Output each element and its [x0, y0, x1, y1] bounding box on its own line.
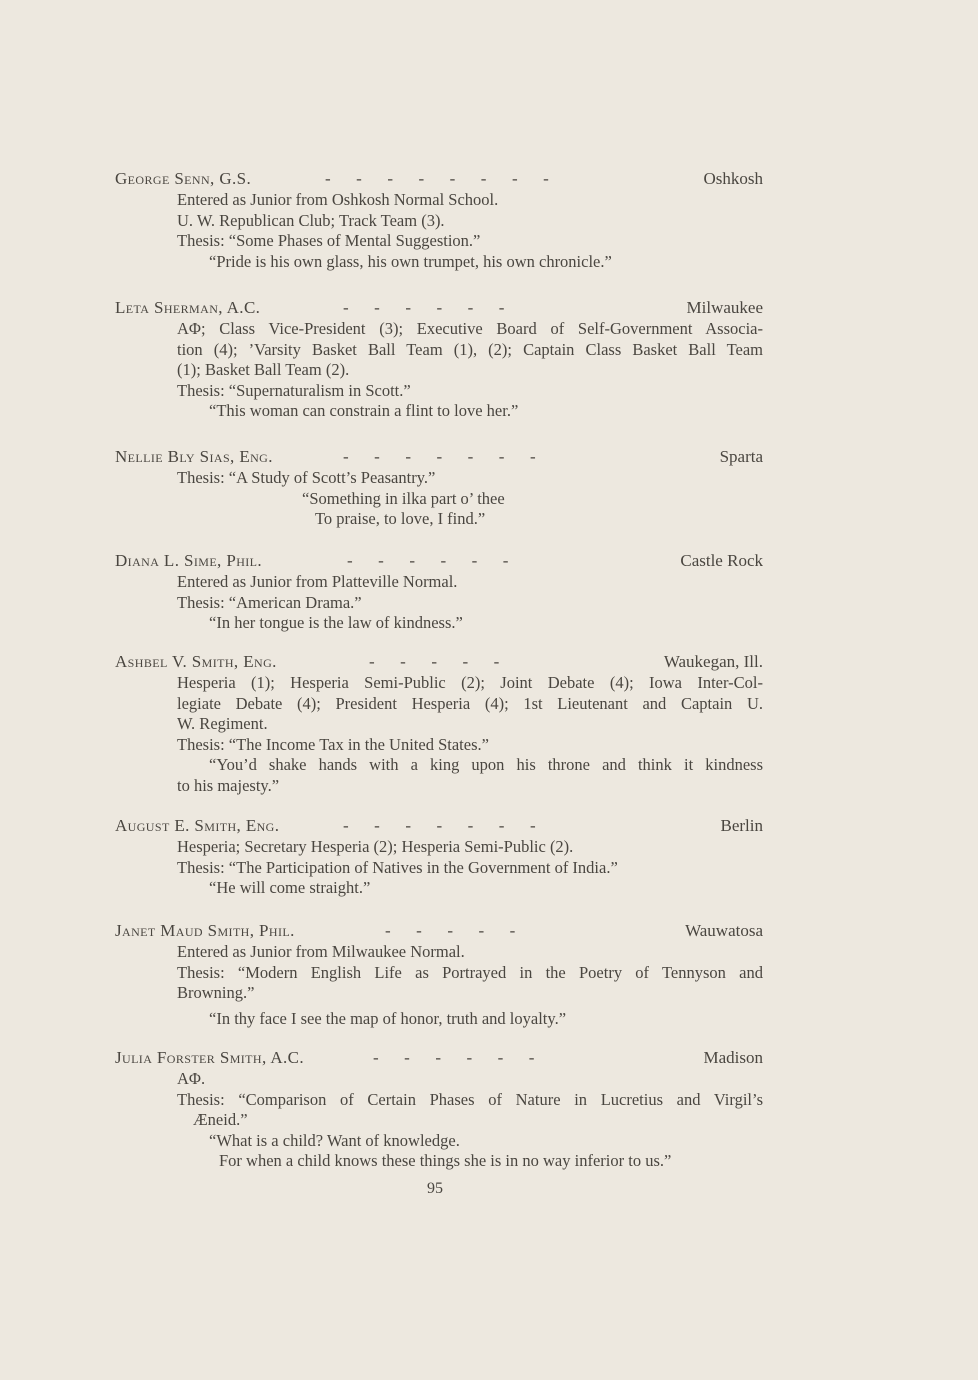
entry-line: Hesperia; Secretary Hesperia (2); Hesperia Semi-Public (2). — [177, 837, 574, 856]
quotation-line: “What is a child? Want of knowledge. — [209, 1130, 460, 1150]
entry-line: Thesis: “Some Phases of Mental Suggestion.” — [177, 231, 481, 250]
entry-line: Thesis: “Comparison of Certain Phases of Nature in Lucretius and Virgil’s — [177, 1089, 763, 1109]
entry-heading — [115, 651, 763, 673]
entry-diana-sime — [115, 550, 763, 634]
entry-line: AΦ; Class Vice-President (3); Executive Board of Self-Government Associa- — [177, 319, 763, 338]
entry-heading — [115, 168, 763, 190]
entry-heading — [115, 815, 763, 837]
hometown: Berlin — [720, 816, 763, 835]
entry-line: Entered as Junior from Oshkosh Normal School. — [177, 190, 499, 209]
leader-dashes: - - - - - - — [343, 298, 505, 317]
quotation-line: “Pride is his own glass, his own trumpet, his own chronicle.” — [209, 251, 612, 271]
entry-line: Thesis: “The Income Tax in the United States.” — [177, 734, 489, 754]
entry-line: (1); Basket Ball Team (2). — [177, 360, 350, 379]
entry-line: AΦ. — [177, 1069, 206, 1088]
entry-line: W. Regiment. — [177, 714, 268, 733]
entry-julia-smith — [115, 1047, 763, 1172]
hometown: Sparta — [719, 447, 763, 466]
hometown: Wauwatosa — [685, 921, 763, 940]
quotation-line: to his majesty.” — [177, 775, 280, 795]
entry-heading — [115, 446, 763, 468]
entry-line: Thesis: “A Study of Scott’s Peasantry.” — [177, 468, 436, 487]
student-name: Leta Sherman, A.C. — [115, 298, 261, 317]
leader-dashes: - - - - - - — [347, 551, 509, 570]
entry-line: Thesis: “American Drama.” — [177, 592, 362, 612]
page-number: 95 — [427, 1180, 443, 1197]
entry-leta-sherman — [115, 297, 763, 422]
hometown: Madison — [703, 1048, 763, 1067]
leader-dashes: - - - - - - - — [343, 447, 536, 466]
entry-line: U. W. Republican Club; Track Team (3). — [177, 210, 445, 230]
student-name: Ashbel V. Smith, Eng. — [115, 652, 277, 671]
student-name: Julia Forster Smith, A.C. — [115, 1048, 305, 1067]
entry-line: Entered as Junior from Milwaukee Normal. — [177, 942, 465, 961]
entry-line: Æneid.” — [193, 1110, 248, 1129]
entry-line: Thesis: “The Participation of Natives in the Government of India.” — [177, 857, 618, 877]
entry-heading — [115, 920, 763, 942]
student-name: August E. Smith, Eng. — [115, 816, 280, 835]
entry-line: Thesis: “Supernaturalism in Scott.” — [177, 380, 411, 400]
hometown: Oshkosh — [703, 169, 763, 188]
quotation-line: “You’d shake hands with a king upon his throne and think it kindness — [209, 755, 763, 774]
entry-george-senn — [115, 168, 763, 272]
quotation-line: “In thy face I see the map of honor, truth and loyalty.” — [209, 1008, 567, 1028]
leader-dashes: - - - - - - - — [343, 816, 536, 835]
quotation-line: “He will come straight.” — [209, 878, 371, 897]
quotation-line: To praise, to love, I find.” — [315, 509, 486, 528]
leader-dashes: - - - - - - — [373, 1048, 535, 1067]
entry-line: Thesis: “Modern English Life as Portrayed in the Poetry of Tennyson and — [177, 962, 763, 982]
entry-janet-smith — [115, 920, 763, 1029]
leader-dashes: - - - - - — [369, 652, 500, 671]
entry-nellie-sias — [115, 446, 763, 530]
leader-dashes: - - - - - - - - — [325, 169, 549, 188]
entry-line: Entered as Junior from Platteville Normal. — [177, 572, 458, 591]
hometown: Waukegan, Ill. — [663, 652, 763, 671]
student-name: Nellie Bly Sias, Eng. — [115, 447, 273, 466]
entry-heading — [115, 297, 763, 319]
leader-dashes: - - - - - — [385, 921, 516, 940]
quotation-line: “This woman can constrain a flint to love her.” — [209, 401, 519, 420]
hometown: Milwaukee — [686, 298, 763, 317]
student-name: Janet Maud Smith, Phil. — [115, 921, 295, 940]
quotation-line: “In her tongue is the law of kindness.” — [209, 613, 463, 632]
quotation-line: “Something in ilka part o’ thee — [302, 488, 505, 508]
hometown: Castle Rock — [680, 551, 763, 570]
entry-line: tion (4); ’Varsity Basket Ball Team (1), (2); Captain Class Basket Ball Team — [177, 339, 763, 359]
entry-heading — [115, 550, 763, 572]
entry-august-smith — [115, 815, 763, 899]
student-name: Diana L. Sime, Phil. — [115, 551, 263, 570]
entry-line: Hesperia (1); Hesperia Semi-Public (2); Joint Debate (4); Iowa Inter-Col- — [177, 673, 763, 692]
entry-heading — [115, 1047, 763, 1069]
entry-line: legiate Debate (4); President Hesperia (4); 1st Lieutenant and Captain U. — [177, 693, 763, 713]
quotation-line: For when a child knows these things she is in no way inferior to us.” — [219, 1151, 672, 1170]
entry-ashbel-smith — [115, 651, 763, 796]
student-name: George Senn, G.S. — [115, 169, 252, 188]
entry-line: Browning.” — [177, 983, 255, 1002]
